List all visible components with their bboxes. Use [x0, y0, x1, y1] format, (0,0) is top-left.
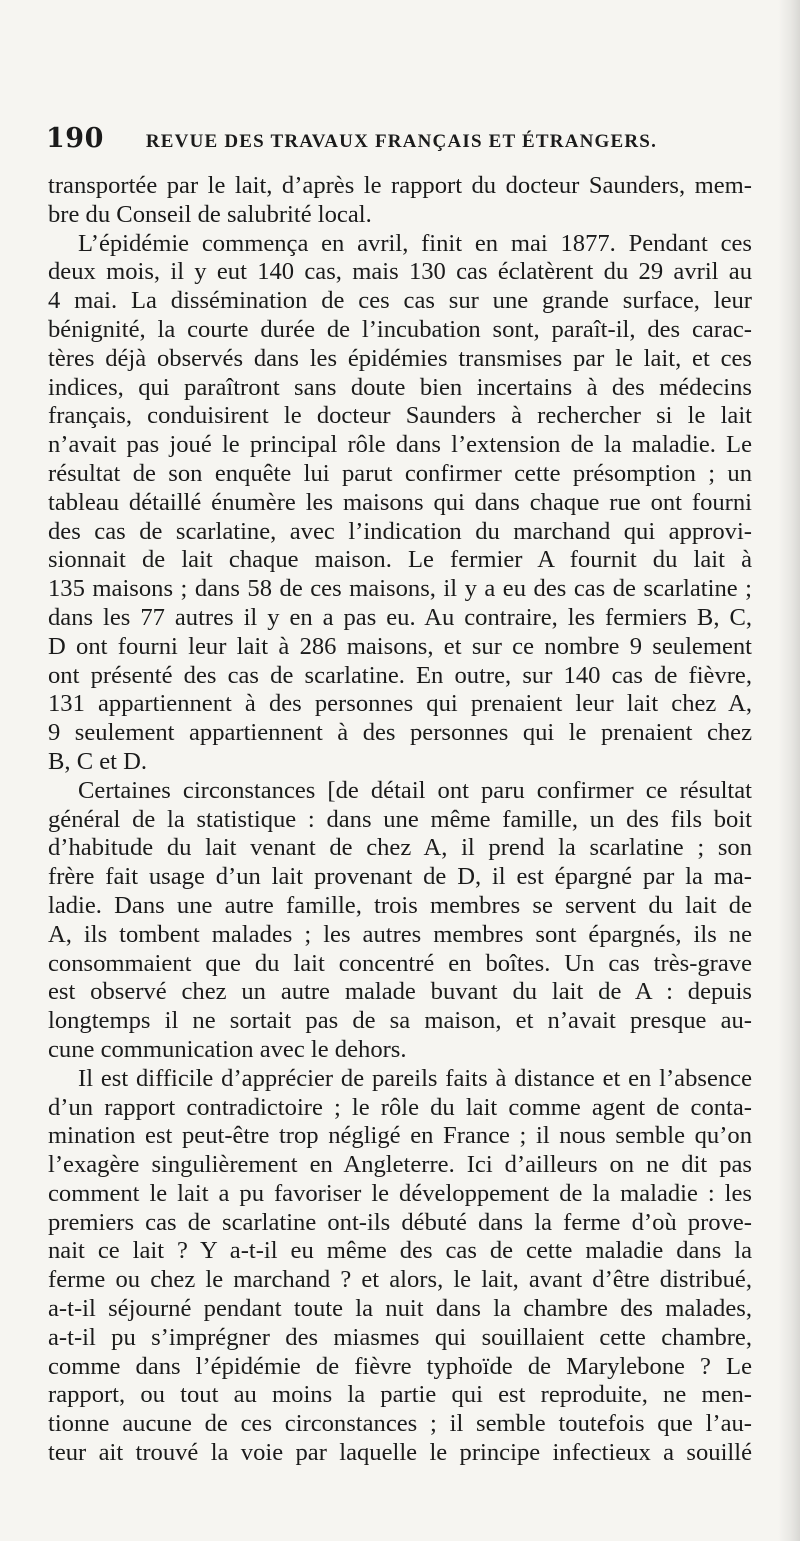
text-line: A, ils tombent malades ; les autres membres sont épargnés, ils ne: [48, 920, 752, 948]
text-line: rapport, ou tout au moins la partie qui est reproduite, ne men-: [48, 1381, 752, 1409]
text-line: premiers cas de scarlatine ont-ils débuté dans la ferme d’où prove-: [48, 1208, 752, 1236]
text-line: comment le lait a pu favoriser le développement de la maladie : les: [48, 1179, 752, 1207]
text-line: sionnait de lait chaque maison. Le fermier A fournit du lait à: [48, 546, 752, 574]
text-line: consommaient que du lait concentré en boîtes. Un cas très-grave: [48, 949, 752, 977]
text-line: a-t-il pu s’imprégner des miasmes qui souillaient cette chambre,: [48, 1323, 752, 1351]
text-line: indices, qui paraîtront sans doute bien incertains à des médecins: [48, 373, 752, 401]
text-line: bre du Conseil de salubrité local.: [48, 200, 372, 228]
text-line: ont présenté des cas de scarlatine. En outre, sur 140 cas de fièvre,: [48, 661, 752, 689]
text-line: a-t-il séjourné pendant toute la nuit dans la chambre des malades,: [48, 1295, 752, 1323]
text-line: l’exagère singulièrement en Angleterre. Ici d’ailleurs on ne dit pas: [48, 1151, 752, 1179]
page-edge-shadow: [778, 0, 800, 1541]
text-line: dans les 77 autres il y en a pas eu. Au contraire, les fermiers B, C,: [48, 603, 752, 631]
text-line: 9 seulement appartiennent à des personnes qui le prenaient chez: [48, 719, 752, 747]
text-line: ladie. Dans une autre famille, trois membres se servent du lait de: [48, 891, 752, 919]
text-line: 135 maisons ; dans 58 de ces maisons, il y a eu des cas de scarlatine ;: [48, 575, 752, 603]
paragraph: [48, 172, 752, 230]
text-line: des cas de scarlatine, avec l’indication du marchand qui approvi-: [48, 517, 752, 545]
text-line: n’avait pas joué le principal rôle dans l’extension de la maladie. Le: [48, 431, 752, 459]
text-line: frère fait usage d’un lait provenant de D, il est épargné par la ma-: [48, 863, 752, 891]
text-line: teur ait trouvé la voie par laquelle le principe infectieux a souillé: [48, 1439, 752, 1467]
text-line: tères déjà observés dans les épidémies transmises par le lait, et ces: [48, 344, 752, 372]
text-line: tableau détaillé énumère les maisons qui dans chaque rue ont fourni: [48, 488, 752, 516]
text-line: transportée par le lait, d’après le rapport du docteur Saunders, mem-: [48, 172, 752, 199]
body-text: [48, 172, 752, 1468]
text-line: comme dans l’épidémie de fièvre typhoïde de Marylebone ? Le: [48, 1352, 752, 1380]
text-line: d’un rapport contradictoire ; le rôle du lait comme agent de conta-: [48, 1093, 752, 1121]
running-head: REVUE DES TRAVAUX FRANÇAIS ET ÉTRANGERS.: [145, 131, 658, 152]
text-line: 4 mai. La dissémination de ces cas sur une grande surface, leur: [48, 287, 752, 315]
text-line: D ont fourni leur lait à 286 maisons, et sur ce nombre 9 seulement: [48, 632, 752, 660]
text-line: ferme ou chez le marchand ? et alors, le lait, avant d’être distribué,: [48, 1266, 752, 1294]
text-line: longtemps il ne sortait pas de sa maison, et n’avait presque au-: [48, 1007, 752, 1035]
text-line: français, conduisirent le docteur Saunders à rechercher si le lait: [48, 402, 752, 430]
paragraph: [48, 777, 752, 1065]
text-line: résultat de son enquête lui parut confirmer cette présomption ; un: [48, 459, 752, 487]
text-line: bénignité, la courte durée de l’incubation sont, paraît-il, des carac-: [48, 315, 752, 343]
text-line: est observé chez un autre malade buvant du lait de A : depuis: [48, 978, 752, 1006]
text-line: d’habitude du lait venant de chez A, il prend la scarlatine ; son: [48, 834, 752, 862]
text-line: mination est peut-être trop négligé en France ; il nous semble qu’on: [48, 1122, 752, 1150]
text-line: deux mois, il y eut 140 cas, mais 130 cas éclatèrent du 29 avril au: [48, 258, 752, 286]
paragraph: [48, 1065, 752, 1468]
text-line: nait ce lait ? Y a-t-il eu même des cas de cette maladie dans la: [48, 1237, 752, 1265]
paragraph: [48, 230, 752, 777]
page-number: 190: [46, 123, 104, 154]
text-line: tionne aucune de ces circonstances ; il semble toutefois que l’au-: [48, 1410, 752, 1438]
text-line: Certaines circonstances [de détail ont paru confirmer ce résultat: [78, 776, 752, 804]
text-line: cune communication avec le dehors.: [48, 1035, 407, 1063]
text-line: général de la statistique : dans une même famille, un des fils boit: [48, 805, 752, 833]
text-line: B, C et D.: [48, 747, 148, 775]
page-header: [46, 123, 776, 163]
text-line: 131 appartiennent à des personnes qui prenaient leur lait chez A,: [48, 690, 752, 718]
text-line: Il est difficile d’apprécier de pareils faits à distance et en l’absence: [78, 1064, 752, 1092]
text-line: L’épidémie commença en avril, finit en mai 1877. Pendant ces: [78, 229, 752, 257]
